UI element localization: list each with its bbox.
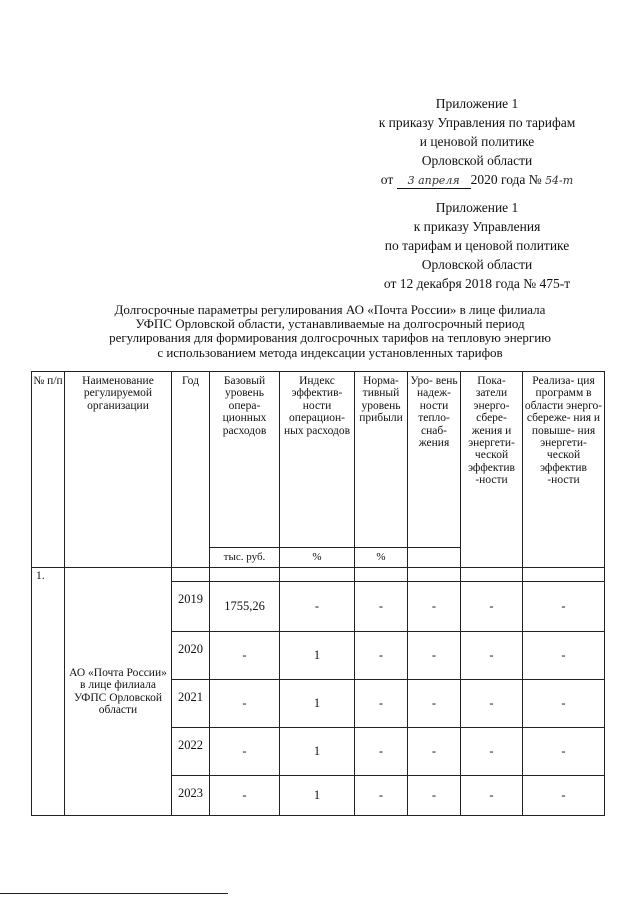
spacer-cell — [280, 568, 355, 582]
base-opex-cell: - — [210, 680, 280, 728]
appendix-order-ref: к приказу Управления по тарифам — [378, 115, 576, 130]
col-header-org: Наименование регулируемой организации — [65, 372, 172, 568]
efficiency-index-cell: - — [280, 582, 355, 632]
title-line-4: с использованием метода индексации установленных тарифов — [157, 344, 503, 360]
efficiency-index-cell: 1 — [280, 632, 355, 680]
col-header-reliability: Уро- вень надеж- ности тепло- снаб- жения — [408, 372, 461, 548]
energy-programs-cell: - — [523, 728, 605, 776]
unit-profit-level: % — [355, 548, 408, 568]
col-header-num: № п/п — [32, 372, 65, 568]
spacer-cell — [523, 568, 605, 582]
profit-level-cell: - — [355, 776, 408, 816]
title-line-2: УФПС Орловской области, устанавливаемые на долгосрочный период — [135, 316, 525, 332]
prior-order-ref-cont: по тарифам и ценовой политике — [384, 238, 570, 253]
reliability-cell: - — [408, 728, 461, 776]
reliability-cell: - — [408, 632, 461, 680]
energy-indicators-cell: - — [461, 728, 523, 776]
col-header-efficiency-index: Индекс эффектив- ности операцион- ных расходов — [280, 372, 355, 548]
unit-efficiency-index: % — [280, 548, 355, 568]
prior-order-ref: к приказу Управления — [413, 219, 541, 234]
unit-base-opex: тыс. руб. — [210, 548, 280, 568]
footnote-divider — [0, 893, 228, 894]
spacer-cell — [355, 568, 408, 582]
date-suffix: 2020 года № — [470, 172, 542, 187]
col-header-profit-level: Норма- тивный уровень прибыли — [355, 372, 408, 548]
title-line-1: Долгосрочные параметры регулирования АО «Почта России» в лице филиала — [114, 302, 546, 317]
spacer-cell — [461, 568, 523, 582]
energy-indicators-cell: - — [461, 632, 523, 680]
appendix-title: Приложение 1 — [435, 96, 519, 111]
reliability-cell: - — [408, 582, 461, 632]
header-row — [32, 372, 605, 548]
col-header-year: Год — [172, 372, 210, 568]
reliability-cell: - — [408, 776, 461, 816]
prior-date-line: от 12 декабря 2018 года № 475-т — [383, 276, 571, 291]
prior-appendix-header — [352, 198, 602, 293]
row-number: 1. — [32, 568, 65, 816]
date-prefix: от — [380, 172, 394, 187]
profit-level-cell: - — [355, 680, 408, 728]
energy-programs-cell: - — [523, 776, 605, 816]
year-cell: 2020 — [172, 632, 210, 680]
prior-region: Орловской области — [421, 257, 533, 272]
appendix-order-ref-cont: и ценовой политике — [419, 134, 535, 149]
reliability-cell: - — [408, 680, 461, 728]
efficiency-index-cell: 1 — [280, 680, 355, 728]
spacer-cell — [210, 568, 280, 582]
base-opex-cell: 1755,26 — [210, 582, 280, 632]
unit-reliability — [408, 548, 461, 568]
energy-programs-cell: - — [523, 680, 605, 728]
profit-level-cell: - — [355, 632, 408, 680]
spacer-cell — [408, 568, 461, 582]
col-header-base-opex: Базовый уровень опера- ционных расходов — [210, 372, 280, 548]
base-opex-cell: - — [210, 728, 280, 776]
energy-programs-cell: - — [523, 582, 605, 632]
year-cell: 2019 — [172, 582, 210, 632]
spacer-cell — [172, 568, 210, 582]
col-header-energy-indicators: Пока- затели энерго- сбере- жения и энергети- ческой эффектив -ности — [461, 372, 523, 568]
profit-level-cell: - — [355, 582, 408, 632]
current-appendix-header — [352, 94, 602, 190]
year-cell: 2021 — [172, 680, 210, 728]
efficiency-index-cell: 1 — [280, 776, 355, 816]
spacer-row — [32, 568, 605, 582]
handwritten-number: 54-т — [545, 174, 574, 187]
base-opex-cell: - — [210, 632, 280, 680]
appendix-region: Орловской области — [421, 153, 533, 168]
handwritten-date: 3 апреля — [397, 174, 471, 189]
energy-programs-cell: - — [523, 632, 605, 680]
prior-appendix-title: Приложение 1 — [435, 200, 519, 215]
col-header-energy-programs: Реализа- ция программ в области энерго- сбереже- ния и повыше- ния энергети- ческой эффектив -ности — [523, 372, 605, 568]
appendix-date-line — [352, 170, 602, 190]
efficiency-index-cell: 1 — [280, 728, 355, 776]
title-line-3: регулирования для формирования долгосрочных тарифов на тепловую энергию — [109, 330, 551, 346]
base-opex-cell: - — [210, 776, 280, 816]
year-cell: 2022 — [172, 728, 210, 776]
energy-indicators-cell: - — [461, 680, 523, 728]
year-cell: 2023 — [172, 776, 210, 816]
document-title — [70, 303, 590, 360]
profit-level-cell: - — [355, 728, 408, 776]
energy-indicators-cell: - — [461, 582, 523, 632]
energy-indicators-cell: - — [461, 776, 523, 816]
organization-name: АО «Почта России» в лице филиала УФПС Орловской области — [65, 568, 172, 816]
regulation-parameters-table — [31, 371, 605, 816]
